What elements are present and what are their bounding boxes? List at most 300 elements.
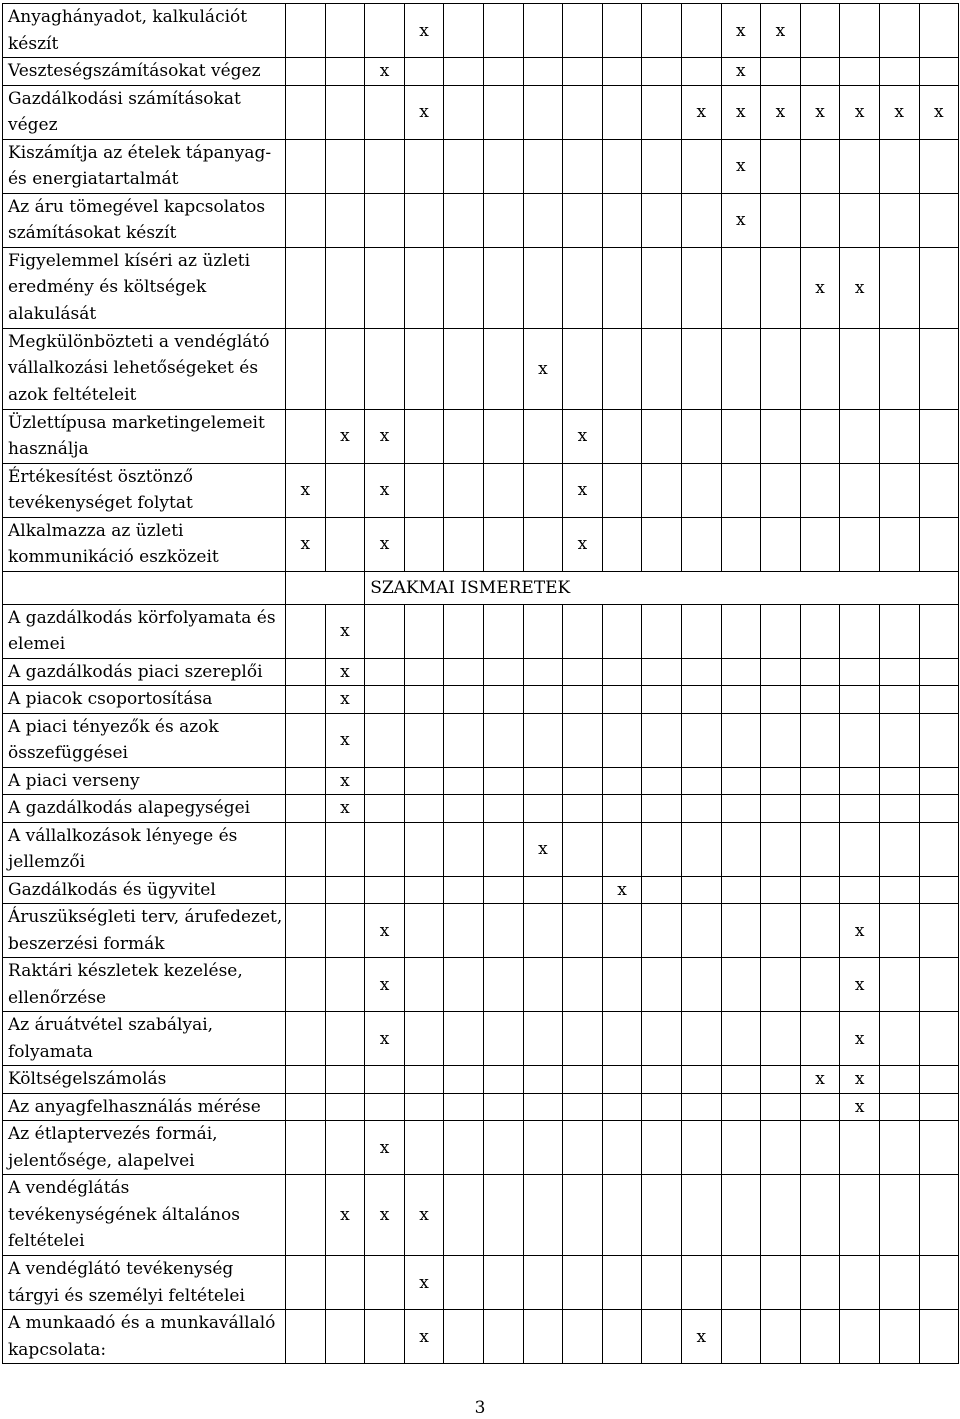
empty-cell: [919, 822, 959, 876]
empty-cell: [761, 58, 801, 86]
empty-cell: [919, 658, 959, 686]
empty-cell: [523, 85, 563, 139]
row-label: Raktári készletek kezelése, ellenőrzése: [3, 958, 286, 1012]
empty-cell: [365, 822, 405, 876]
empty-cell: [761, 139, 801, 193]
empty-cell: [444, 193, 484, 247]
competency-matrix-table: [2, 3, 959, 1364]
empty-cell: [840, 58, 880, 86]
empty-cell: [404, 795, 444, 823]
empty-cell: [800, 604, 840, 658]
empty-cell: [681, 795, 721, 823]
empty-cell: [642, 328, 682, 409]
x-mark: x: [721, 139, 761, 193]
empty-cell: [286, 247, 326, 328]
empty-cell: [404, 409, 444, 463]
empty-cell: [563, 1256, 603, 1310]
empty-cell: [761, 463, 801, 517]
x-mark: x: [404, 4, 444, 58]
task-row: [3, 85, 959, 139]
empty-cell: [761, 193, 801, 247]
task-row: [3, 58, 959, 86]
x-mark: x: [840, 85, 880, 139]
empty-cell: [483, 1012, 523, 1066]
empty-cell: [681, 1012, 721, 1066]
empty-cell: [919, 767, 959, 795]
empty-cell: [365, 1310, 405, 1364]
empty-cell: [642, 604, 682, 658]
empty-cell: [365, 686, 405, 714]
empty-cell: [840, 1256, 880, 1310]
knowledge-row: [3, 1256, 959, 1310]
x-mark: x: [404, 85, 444, 139]
empty-cell: [444, 1310, 484, 1364]
empty-cell: [325, 193, 365, 247]
x-mark: x: [365, 904, 405, 958]
x-mark: x: [404, 1256, 444, 1310]
empty-cell: [563, 247, 603, 328]
empty-cell: [879, 1012, 919, 1066]
knowledge-row: [3, 822, 959, 876]
empty-cell: [721, 1256, 761, 1310]
empty-cell: [800, 767, 840, 795]
x-mark: x: [365, 463, 405, 517]
empty-cell: [602, 193, 642, 247]
knowledge-row: [3, 1066, 959, 1094]
empty-cell: [681, 193, 721, 247]
empty-cell: [365, 1066, 405, 1094]
empty-cell: [483, 686, 523, 714]
empty-cell: [879, 904, 919, 958]
row-label: Értékesítést ösztönző tevékenységet folytat: [3, 463, 286, 517]
x-mark: x: [365, 1012, 405, 1066]
empty-cell: [602, 85, 642, 139]
empty-cell: [919, 904, 959, 958]
empty-cell: [286, 193, 326, 247]
empty-cell: [523, 58, 563, 86]
empty-cell: [681, 247, 721, 328]
empty-cell: [523, 517, 563, 571]
empty-cell: [800, 328, 840, 409]
empty-cell: [404, 139, 444, 193]
empty-cell: [800, 139, 840, 193]
empty-cell: [879, 139, 919, 193]
row-label: Az áru tömegével kapcsolatos számításokat készít: [3, 193, 286, 247]
task-row: [3, 328, 959, 409]
empty-cell: [602, 328, 642, 409]
empty-cell: [642, 767, 682, 795]
empty-cell: [800, 876, 840, 904]
empty-cell: [404, 604, 444, 658]
empty-cell: [286, 904, 326, 958]
x-mark: x: [286, 463, 326, 517]
row-label: A piaci verseny: [3, 767, 286, 795]
empty-cell: [919, 58, 959, 86]
empty-cell: [642, 686, 682, 714]
empty-cell: [563, 139, 603, 193]
x-mark: x: [325, 795, 365, 823]
empty-cell: [563, 958, 603, 1012]
empty-cell: [325, 1121, 365, 1175]
empty-cell: [523, 1066, 563, 1094]
empty-cell: [642, 4, 682, 58]
empty-cell: [800, 58, 840, 86]
empty-cell: [286, 1121, 326, 1175]
empty-cell: [365, 247, 405, 328]
empty-cell: [523, 604, 563, 658]
empty-cell: [840, 193, 880, 247]
empty-cell: [879, 517, 919, 571]
empty-cell: [523, 409, 563, 463]
empty-cell: [721, 686, 761, 714]
empty-cell: [444, 517, 484, 571]
empty-cell: [879, 409, 919, 463]
empty-cell: [325, 463, 365, 517]
empty-cell: [404, 958, 444, 1012]
knowledge-row: [3, 1012, 959, 1066]
empty-cell: [444, 713, 484, 767]
row-label: Az étlaptervezés formái, jelentősége, alapelvei: [3, 1121, 286, 1175]
empty-cell: [602, 1012, 642, 1066]
empty-cell: [919, 713, 959, 767]
x-mark: x: [325, 409, 365, 463]
row-label: A gazdálkodás körfolyamata és elemei: [3, 604, 286, 658]
page-number: 3: [474, 1398, 486, 1418]
empty-cell: [602, 1121, 642, 1175]
empty-cell: [642, 85, 682, 139]
empty-cell: [563, 686, 603, 714]
row-label: Gazdálkodás és ügyvitel: [3, 876, 286, 904]
row-label: A vendéglátás tevékenységének általános feltételei: [3, 1175, 286, 1256]
empty-cell: [721, 604, 761, 658]
knowledge-row: [3, 1121, 959, 1175]
x-mark: x: [404, 1310, 444, 1364]
x-mark: x: [365, 517, 405, 571]
section-header: SZAKMAI ISMERETEK: [365, 571, 959, 604]
empty-cell: [444, 767, 484, 795]
empty-cell: [879, 822, 919, 876]
empty-cell: [879, 1121, 919, 1175]
empty-cell: [919, 1066, 959, 1094]
empty-cell: [721, 1121, 761, 1175]
empty-cell: [444, 795, 484, 823]
empty-cell: [444, 4, 484, 58]
empty-cell: [404, 686, 444, 714]
empty-cell: [563, 1310, 603, 1364]
empty-cell: [642, 409, 682, 463]
empty-cell: [365, 85, 405, 139]
empty-cell: [919, 139, 959, 193]
empty-cell: [879, 658, 919, 686]
empty-cell: [483, 658, 523, 686]
empty-cell: [404, 1121, 444, 1175]
x-mark: x: [325, 1175, 365, 1256]
knowledge-row: [3, 767, 959, 795]
empty-cell: [523, 1310, 563, 1364]
empty-cell: [761, 876, 801, 904]
empty-cell: [840, 1310, 880, 1364]
empty-cell: [721, 876, 761, 904]
empty-cell: [642, 1012, 682, 1066]
empty-cell: [761, 247, 801, 328]
empty-cell: [563, 904, 603, 958]
empty-cell: [404, 822, 444, 876]
empty-cell: [286, 571, 365, 604]
empty-cell: [800, 1093, 840, 1121]
empty-cell: [483, 517, 523, 571]
empty-cell: [404, 58, 444, 86]
empty-cell: [919, 328, 959, 409]
row-label: Figyelemmel kíséri az üzleti eredmény és költségek alakulását: [3, 247, 286, 328]
row-label: Üzlettípusa marketingelemeit használja: [3, 409, 286, 463]
empty-cell: [681, 139, 721, 193]
empty-cell: [444, 658, 484, 686]
empty-cell: [286, 1066, 326, 1094]
empty-cell: [325, 1310, 365, 1364]
empty-cell: [879, 1175, 919, 1256]
empty-cell: [879, 958, 919, 1012]
x-mark: x: [365, 409, 405, 463]
x-mark: x: [563, 409, 603, 463]
empty-cell: [602, 1175, 642, 1256]
empty-cell: [404, 1066, 444, 1094]
empty-cell: [325, 4, 365, 58]
empty-cell: [642, 58, 682, 86]
empty-cell: [879, 876, 919, 904]
empty-cell: [721, 517, 761, 571]
empty-cell: [523, 904, 563, 958]
empty-cell: [483, 139, 523, 193]
empty-cell: [642, 1121, 682, 1175]
empty-cell: [681, 904, 721, 958]
row-label: A piaci tényezők és azok összefüggései: [3, 713, 286, 767]
empty-cell: [800, 409, 840, 463]
empty-cell: [879, 604, 919, 658]
empty-cell: [365, 328, 405, 409]
empty-cell: [721, 713, 761, 767]
empty-cell: [602, 604, 642, 658]
empty-cell: [483, 767, 523, 795]
empty-cell: [681, 713, 721, 767]
empty-cell: [444, 85, 484, 139]
empty-cell: [286, 795, 326, 823]
empty-cell: [444, 139, 484, 193]
empty-cell: [721, 1175, 761, 1256]
empty-cell: [523, 247, 563, 328]
x-mark: x: [602, 876, 642, 904]
empty-cell: [840, 713, 880, 767]
empty-cell: [325, 247, 365, 328]
empty-cell: [563, 58, 603, 86]
empty-cell: [444, 1256, 484, 1310]
empty-cell: [840, 409, 880, 463]
empty-cell: [483, 1175, 523, 1256]
empty-cell: [681, 822, 721, 876]
empty-cell: [365, 876, 405, 904]
empty-cell: [483, 463, 523, 517]
empty-cell: [444, 876, 484, 904]
empty-cell: [563, 876, 603, 904]
empty-cell: [563, 1121, 603, 1175]
x-mark: x: [286, 517, 326, 571]
empty-cell: [602, 1310, 642, 1364]
empty-cell: [840, 604, 880, 658]
empty-cell: [681, 1175, 721, 1256]
empty-cell: [879, 58, 919, 86]
empty-cell: [840, 517, 880, 571]
empty-cell: [483, 1121, 523, 1175]
empty-cell: [286, 1175, 326, 1256]
empty-cell: [523, 1256, 563, 1310]
empty-cell: [325, 1012, 365, 1066]
x-mark: x: [721, 193, 761, 247]
empty-cell: [840, 822, 880, 876]
empty-cell: [721, 767, 761, 795]
empty-cell: [365, 193, 405, 247]
empty-cell: [325, 85, 365, 139]
empty-cell: [404, 876, 444, 904]
empty-cell: [523, 958, 563, 1012]
empty-cell: [840, 139, 880, 193]
task-row: [3, 517, 959, 571]
empty-cell: [602, 139, 642, 193]
empty-cell: [879, 1093, 919, 1121]
empty-cell: [761, 822, 801, 876]
empty-cell: [523, 713, 563, 767]
empty-cell: [602, 409, 642, 463]
x-mark: x: [721, 4, 761, 58]
empty-cell: [365, 1093, 405, 1121]
empty-cell: [325, 1256, 365, 1310]
empty-cell: [919, 1093, 959, 1121]
empty-cell: [642, 958, 682, 1012]
empty-cell: [761, 409, 801, 463]
empty-cell: [444, 1093, 484, 1121]
empty-cell: [523, 4, 563, 58]
x-mark: x: [840, 247, 880, 328]
empty-cell: [444, 904, 484, 958]
empty-cell: [761, 328, 801, 409]
empty-cell: [800, 1012, 840, 1066]
empty-cell: [761, 713, 801, 767]
empty-cell: [721, 1093, 761, 1121]
empty-cell: [879, 795, 919, 823]
empty-cell: [919, 193, 959, 247]
empty-cell: [483, 876, 523, 904]
empty-cell: [523, 1093, 563, 1121]
empty-cell: [365, 767, 405, 795]
empty-cell: [286, 1093, 326, 1121]
knowledge-row: [3, 604, 959, 658]
empty-cell: [365, 604, 405, 658]
empty-cell: [523, 876, 563, 904]
empty-cell: [602, 958, 642, 1012]
empty-cell: [919, 876, 959, 904]
knowledge-row: [3, 904, 959, 958]
empty-cell: [483, 1066, 523, 1094]
empty-cell: [444, 958, 484, 1012]
empty-cell: [761, 1012, 801, 1066]
empty-cell: [919, 1012, 959, 1066]
empty-cell: [286, 85, 326, 139]
empty-cell: [483, 1093, 523, 1121]
row-label: Gazdálkodási számításokat végez: [3, 85, 286, 139]
empty-cell: [523, 193, 563, 247]
x-mark: x: [404, 1175, 444, 1256]
empty-cell: [681, 686, 721, 714]
empty-cell: [721, 658, 761, 686]
empty-cell: [325, 876, 365, 904]
empty-cell: [563, 328, 603, 409]
empty-cell: [404, 767, 444, 795]
x-mark: x: [800, 247, 840, 328]
empty-cell: [721, 1012, 761, 1066]
empty-cell: [523, 1121, 563, 1175]
row-label: A piacok csoportosítása: [3, 686, 286, 714]
empty-cell: [840, 463, 880, 517]
task-row: [3, 4, 959, 58]
empty-cell: [761, 1066, 801, 1094]
empty-cell: [325, 1093, 365, 1121]
x-mark: x: [761, 85, 801, 139]
empty-cell: [642, 139, 682, 193]
empty-cell: [642, 876, 682, 904]
task-row: [3, 247, 959, 328]
x-mark: x: [523, 328, 563, 409]
empty-cell: [840, 686, 880, 714]
x-mark: x: [840, 904, 880, 958]
empty-cell: [602, 767, 642, 795]
empty-cell: [602, 517, 642, 571]
empty-cell: [444, 686, 484, 714]
empty-cell: [681, 1093, 721, 1121]
empty-cell: [286, 686, 326, 714]
x-mark: x: [681, 1310, 721, 1364]
empty-cell: [325, 904, 365, 958]
empty-cell: [523, 463, 563, 517]
empty-cell: [286, 409, 326, 463]
empty-cell: [879, 463, 919, 517]
knowledge-row: [3, 1310, 959, 1364]
empty-cell: [404, 658, 444, 686]
x-mark: x: [563, 463, 603, 517]
empty-cell: [919, 1121, 959, 1175]
empty-cell: [602, 58, 642, 86]
empty-cell: [761, 658, 801, 686]
x-mark: x: [840, 1066, 880, 1094]
x-mark: x: [563, 517, 603, 571]
empty-cell: [602, 822, 642, 876]
x-mark: x: [325, 658, 365, 686]
empty-cell: [602, 795, 642, 823]
empty-cell: [444, 1175, 484, 1256]
row-label: Megkülönbözteti a vendéglátó vállalkozási lehetőségeket és azok feltételeit: [3, 328, 286, 409]
empty-cell: [286, 1012, 326, 1066]
empty-cell: [721, 1066, 761, 1094]
x-mark: x: [325, 767, 365, 795]
empty-cell: [563, 767, 603, 795]
empty-cell: [325, 139, 365, 193]
knowledge-row: [3, 958, 959, 1012]
empty-cell: [365, 713, 405, 767]
task-row: [3, 463, 959, 517]
x-mark: x: [721, 58, 761, 86]
empty-cell: [681, 1256, 721, 1310]
row-label: Alkalmazza az üzleti kommunikáció eszközeit: [3, 517, 286, 571]
empty-cell: [879, 686, 919, 714]
empty-cell: [840, 658, 880, 686]
empty-cell: [483, 193, 523, 247]
